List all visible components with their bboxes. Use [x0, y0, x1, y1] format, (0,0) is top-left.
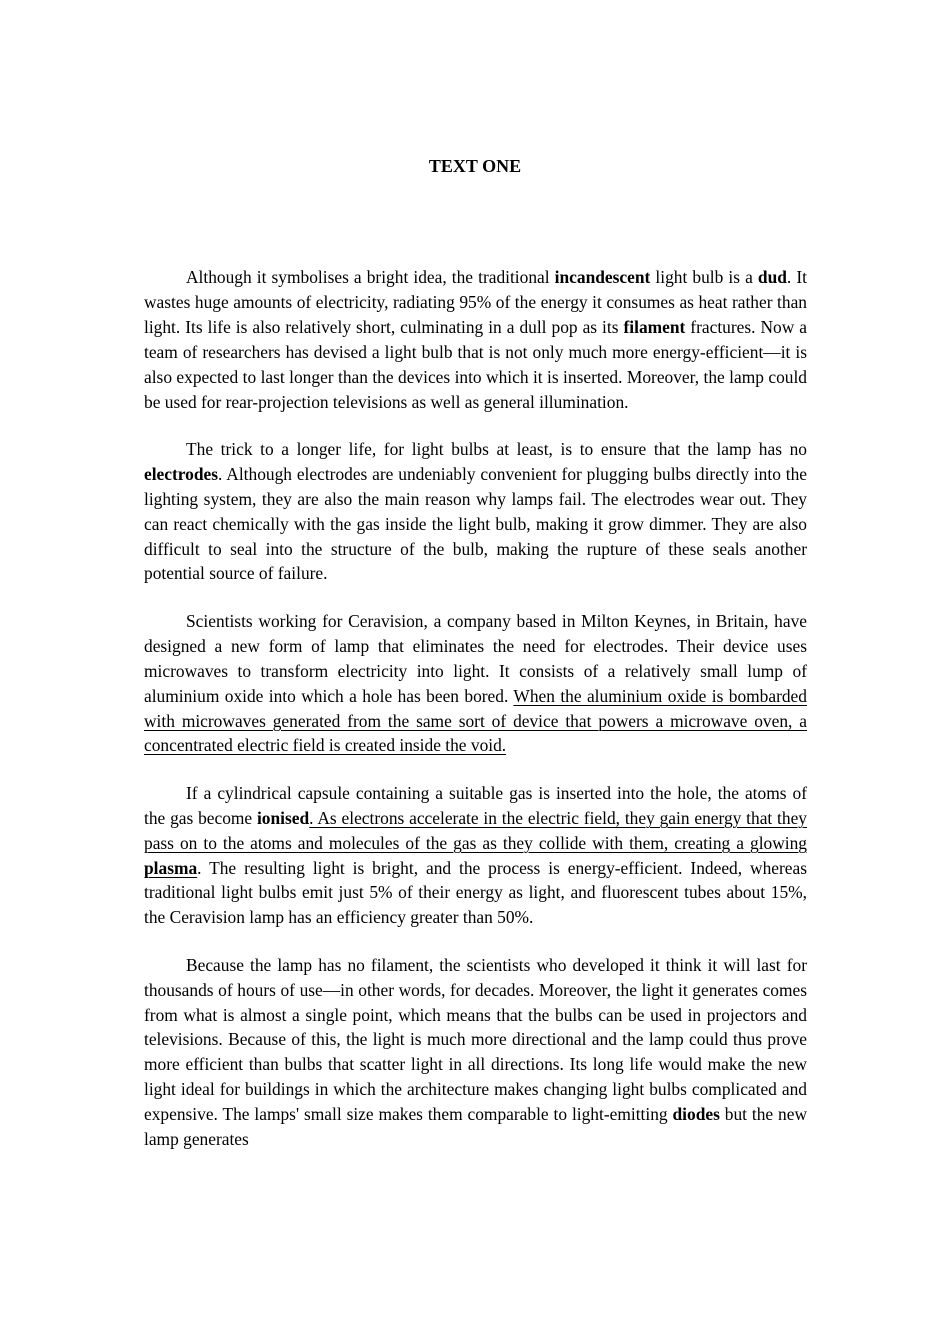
bold-term-electrodes: electrodes	[144, 463, 219, 484]
bold-term-dud: dud	[757, 267, 787, 287]
paragraph-text: Scientists working for Ceravision, a company based in Milton Keynes, in Britain, have designed a new form of lamp that eliminates the need for electrodes. Their device uses microwaves to transform electricity into light. It consists of a relatively small lump of aluminium oxide into which a hole has been bored.	[144, 610, 807, 706]
underlined-text: . As electrons accelerate in the electric field, they gain energy that they pass on to the atoms and molecules of the gas as they collide with them, creating a glowing	[144, 807, 808, 853]
document-body	[144, 265, 807, 1175]
document-title: TEXT ONE	[428, 156, 522, 176]
paragraph-2	[144, 437, 807, 586]
paragraph-text: fractures. Now a team of researchers has devised a light bulb that is not only much more energy-efficient—it is also expected to last longer than the devices into which it is inserted. Moreover, the lamp could be used for rear-projection televisions as well as general illumination.	[144, 316, 807, 412]
paragraph-text: but the new lamp generates	[144, 1104, 808, 1150]
paragraph-text: . Although electrodes are undeniably convenient for plugging bulbs directly into the lighting system, they are also the main reason why lamps fail. The electrodes wear out. They can react chemically with the gas inside the light bulb, making it grow dimmer. They are also difficult to seal into the structure of the bulb, making the rupture of these seals another potential source of failure.	[144, 463, 807, 584]
paragraph-text: The trick to a longer life, for light bulbs at least, is to ensure that the lamp has no	[186, 438, 807, 459]
paragraph-text: . It wastes huge amounts of electricity, radiating 95% of the energy it consumes as heat rather than light. Its life is also relatively short, culminating in a dull pop as its	[144, 267, 807, 337]
paragraph-5	[144, 953, 807, 1152]
bold-term-incandescent: incandescent	[554, 267, 651, 287]
bold-term-filament: filament	[623, 316, 686, 337]
paragraph-text: Because the lamp has no filament, the scientists who developed it think it will last for thousands of hours of use—in other words, for decades. Moreover, the light it generates comes from what is almost a single point, which means that the bulbs can be used in projectors and televisions. Because of this, the light is much more directional and the lamp could thus prove more efficient than bulbs that scatter light in all directions. Its long life would make the new light ideal for buildings in which the architecture makes changing light bulbs complicated and expensive. The lamps' small size makes them comparable to light-emitting	[144, 954, 807, 1125]
paragraph-text: light bulb is a	[650, 267, 758, 287]
paragraph-4	[144, 781, 807, 930]
underlined-sentence: When the aluminium oxide is bombarded with microwaves generated from the same sort of device that powers a microwave oven, a concentrated electric field is created inside the void.	[144, 685, 807, 756]
bold-term-plasma: plasma	[144, 857, 198, 878]
paragraph-text: . The resulting light is bright, and the process is energy-efficient. Indeed, whereas traditional light bulbs emit just 5% of their energy as light, and fluorescent tubes about 15%, the Ceravision lamp has an efficiency greater than 50%.	[144, 857, 807, 928]
bold-term-diodes: diodes	[672, 1104, 720, 1125]
paragraph-text: Although it symbolises a bright idea, the traditional	[186, 267, 555, 287]
paragraph-text: If a cylindrical capsule containing a suitable gas is inserted into the hole, the atoms of the gas become	[144, 782, 807, 828]
paragraph-1	[144, 265, 807, 414]
paragraph-3	[144, 609, 807, 758]
bold-term-ionised: ionised	[256, 807, 310, 828]
